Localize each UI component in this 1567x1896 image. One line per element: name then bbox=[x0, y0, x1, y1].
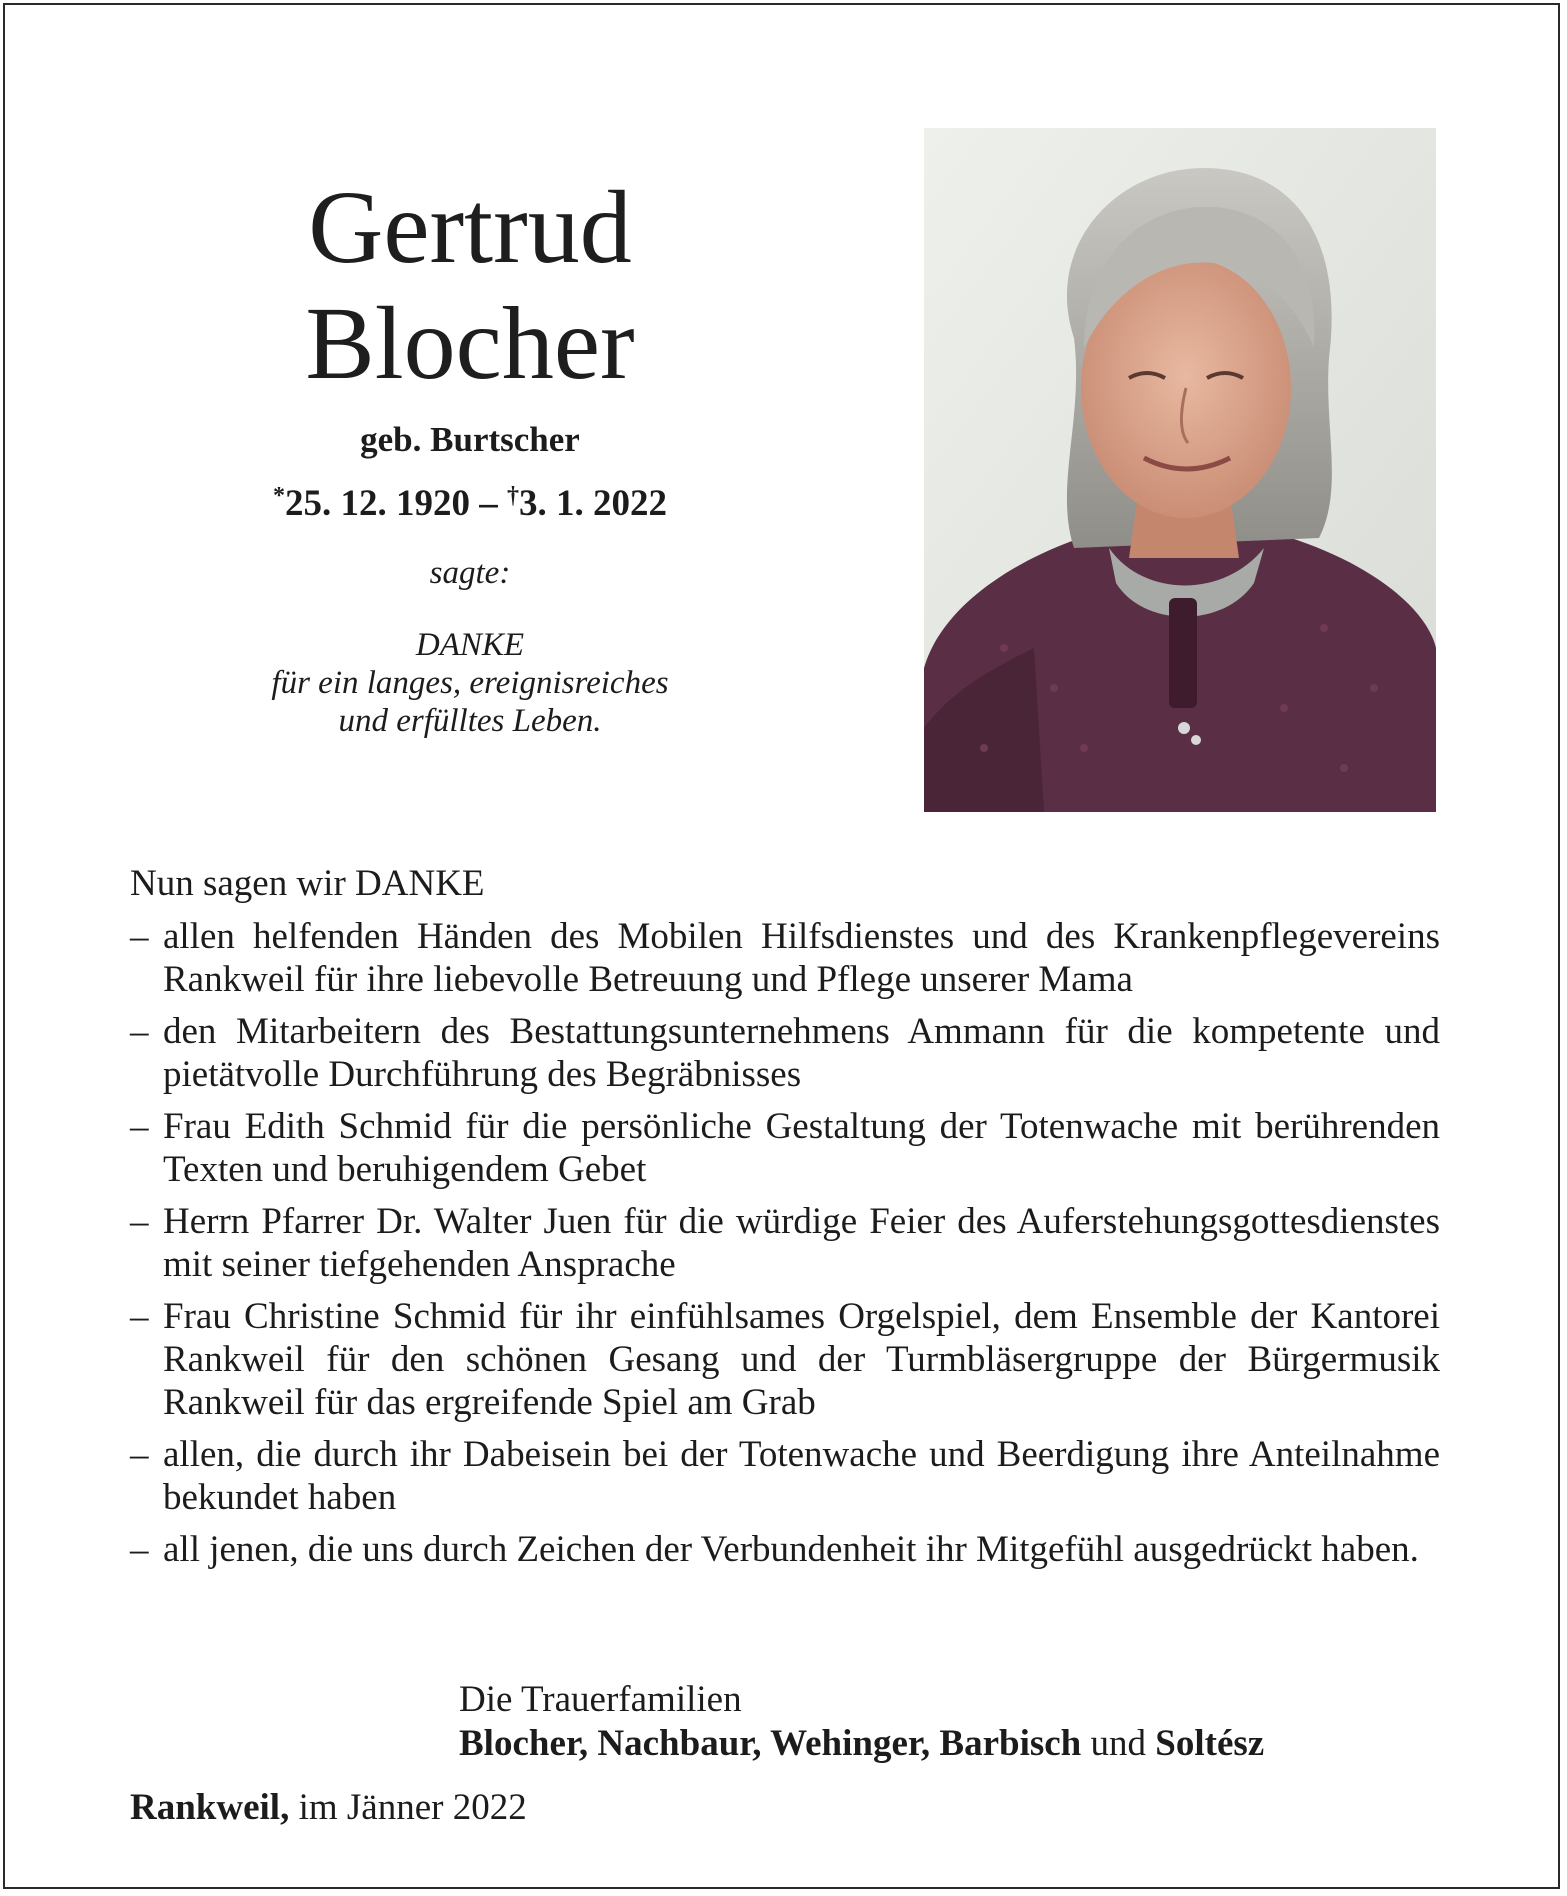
dash: – bbox=[130, 1201, 149, 1242]
list-item-text: all jenen, die uns durch Zeichen der Verbundenheit ihr Mitgefühl ausgedrückt haben. bbox=[163, 1529, 1419, 1570]
list-item bbox=[130, 1010, 1440, 1096]
family-names-last: Soltész bbox=[1155, 1723, 1265, 1764]
list-item bbox=[130, 1295, 1440, 1424]
date-separator: – bbox=[479, 483, 498, 524]
quote-line: DANKE bbox=[415, 627, 525, 663]
place-date bbox=[130, 1786, 527, 1829]
list-item-text: allen, die durch ihr Dabeisein bei der Totenwache und Beerdigung ihre Anteilnahme bekundet haben bbox=[163, 1434, 1440, 1518]
quote-line: und erfülltes Leben. bbox=[338, 703, 602, 739]
first-name: Gertrud bbox=[308, 170, 632, 285]
said-label: sagte: bbox=[429, 555, 511, 591]
last-name: Blocher bbox=[305, 286, 635, 401]
birth-symbol: * bbox=[273, 483, 285, 509]
list-item-text: Frau Christine Schmid für ihr einfühlsames Orgelspiel, dem Ensemble der Kantorei Rankweil für den schönen Gesang und der Turmbläsergruppe der Bürgermusik Rankweil für das ergreifende Spiel am Grab bbox=[163, 1296, 1440, 1423]
quote-line: für ein langes, ereignisreiches bbox=[271, 665, 669, 701]
portrait-photo bbox=[924, 128, 1436, 812]
dash: – bbox=[130, 1296, 149, 1337]
obituary-header bbox=[130, 170, 810, 740]
list-item bbox=[130, 1200, 1440, 1286]
life-dates bbox=[130, 482, 810, 525]
family-names bbox=[459, 1722, 1264, 1766]
date: im Jänner 2022 bbox=[298, 1787, 527, 1828]
list-item-text: Frau Edith Schmid für die persönliche Gestaltung der Totenwache mit berührenden Texten und beruhigendem Gebet bbox=[163, 1106, 1440, 1190]
list-item bbox=[130, 1433, 1440, 1519]
birth-date: 25. 12. 1920 bbox=[285, 483, 470, 524]
list-item bbox=[130, 915, 1440, 1001]
thanks-intro: Nun sagen wir DANKE bbox=[130, 863, 485, 904]
quote bbox=[130, 626, 810, 740]
signature-block bbox=[459, 1678, 1264, 1766]
signature-heading: Die Trauerfamilien bbox=[459, 1679, 742, 1720]
list-item bbox=[130, 1105, 1440, 1191]
list-item bbox=[130, 1528, 1440, 1571]
death-symbol: † bbox=[507, 483, 519, 509]
birth-name: geb. Burtscher bbox=[360, 420, 580, 459]
death-date: 3. 1. 2022 bbox=[519, 483, 667, 524]
portrait-illustration bbox=[924, 128, 1436, 812]
place: Rankweil, bbox=[130, 1787, 290, 1828]
list-item-text: allen helfenden Händen des Mobilen Hilfsdienstes und des Krankenpflegevereins Rankweil für ihre liebevolle Betreuung und Pflege unserer Mama bbox=[163, 916, 1440, 1000]
dash: – bbox=[130, 1106, 149, 1147]
thanks-section bbox=[130, 862, 1440, 1580]
family-names-main: Blocher, Nachbaur, Wehinger, Barbisch bbox=[459, 1723, 1082, 1764]
dash: – bbox=[130, 1529, 149, 1570]
list-item-text: den Mitarbeitern des Bestattungsunternehmens Ammann für die kompetente und pietätvolle Durchführung des Begräbnisses bbox=[163, 1011, 1440, 1095]
dash: – bbox=[130, 1011, 149, 1052]
family-names-conjunction: und bbox=[1090, 1723, 1147, 1764]
list-item-text: Herrn Pfarrer Dr. Walter Juen für die würdige Feier des Auferstehungsgottesdienstes mit seiner tiefgehenden Ansprache bbox=[163, 1201, 1440, 1285]
dash: – bbox=[130, 1434, 149, 1475]
dash: – bbox=[130, 916, 149, 957]
